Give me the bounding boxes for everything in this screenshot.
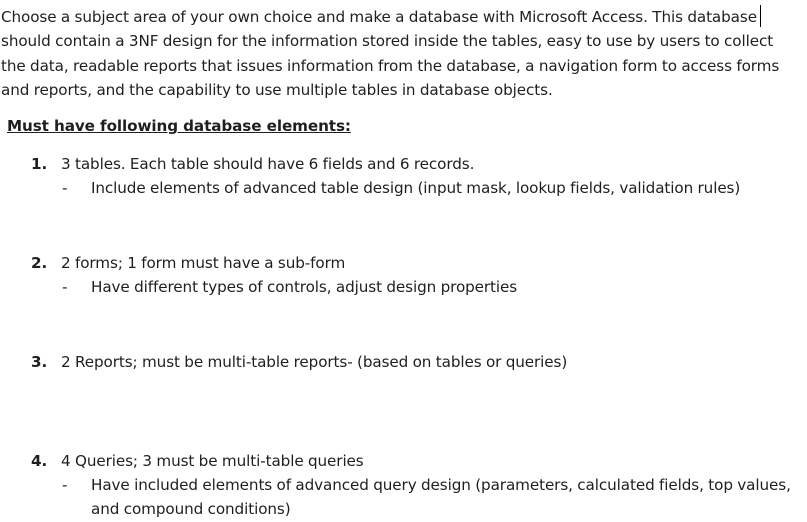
intro-paragraph — [1, 5, 801, 102]
intro-line: should contain a 3NF design for the information stored inside the tables, easy to use by users to collect — [1, 32, 774, 51]
subitem-text: and compound conditions) — [91, 500, 291, 519]
requirement-number: 4. — [31, 452, 48, 470]
requirement-text: 2 forms; 1 form must have a sub-form — [61, 254, 346, 272]
intro-line: the data, readable reports that issues information from the database, a navigation form to access forms — [1, 56, 780, 75]
requirement-text: 4 Queries; 3 must be multi-table queries — [61, 452, 364, 470]
dash-bullet: - — [62, 179, 68, 197]
subitem-text: Include elements of advanced table design (input mask, lookup fields, validation rules) — [91, 179, 741, 197]
subitem-text: Have included elements of advanced query design (parameters, calculated fields, top values, — [91, 476, 791, 494]
subitem-text: Have different types of controls, adjust design properties — [91, 278, 518, 296]
intro-line: Choose a subject area of your own choice and make a database with Microsoft Access. This database — [1, 5, 801, 29]
intro-line: and reports, and the capability to use multiple tables in database objects. — [1, 80, 553, 99]
requirement-text: 3 tables. Each table should have 6 fields and 6 records. — [61, 155, 475, 173]
requirement-number: 2. — [31, 254, 48, 272]
requirement-number: 3. — [31, 353, 48, 371]
dash-bullet: - — [62, 278, 68, 296]
text-cursor — [760, 5, 761, 27]
dash-bullet: - — [62, 476, 68, 494]
requirement-text: 2 Reports; must be multi-table reports- (based on tables or queries) — [61, 353, 568, 371]
section-heading: Must have following database elements: — [7, 117, 351, 135]
requirement-number: 1. — [31, 155, 48, 173]
